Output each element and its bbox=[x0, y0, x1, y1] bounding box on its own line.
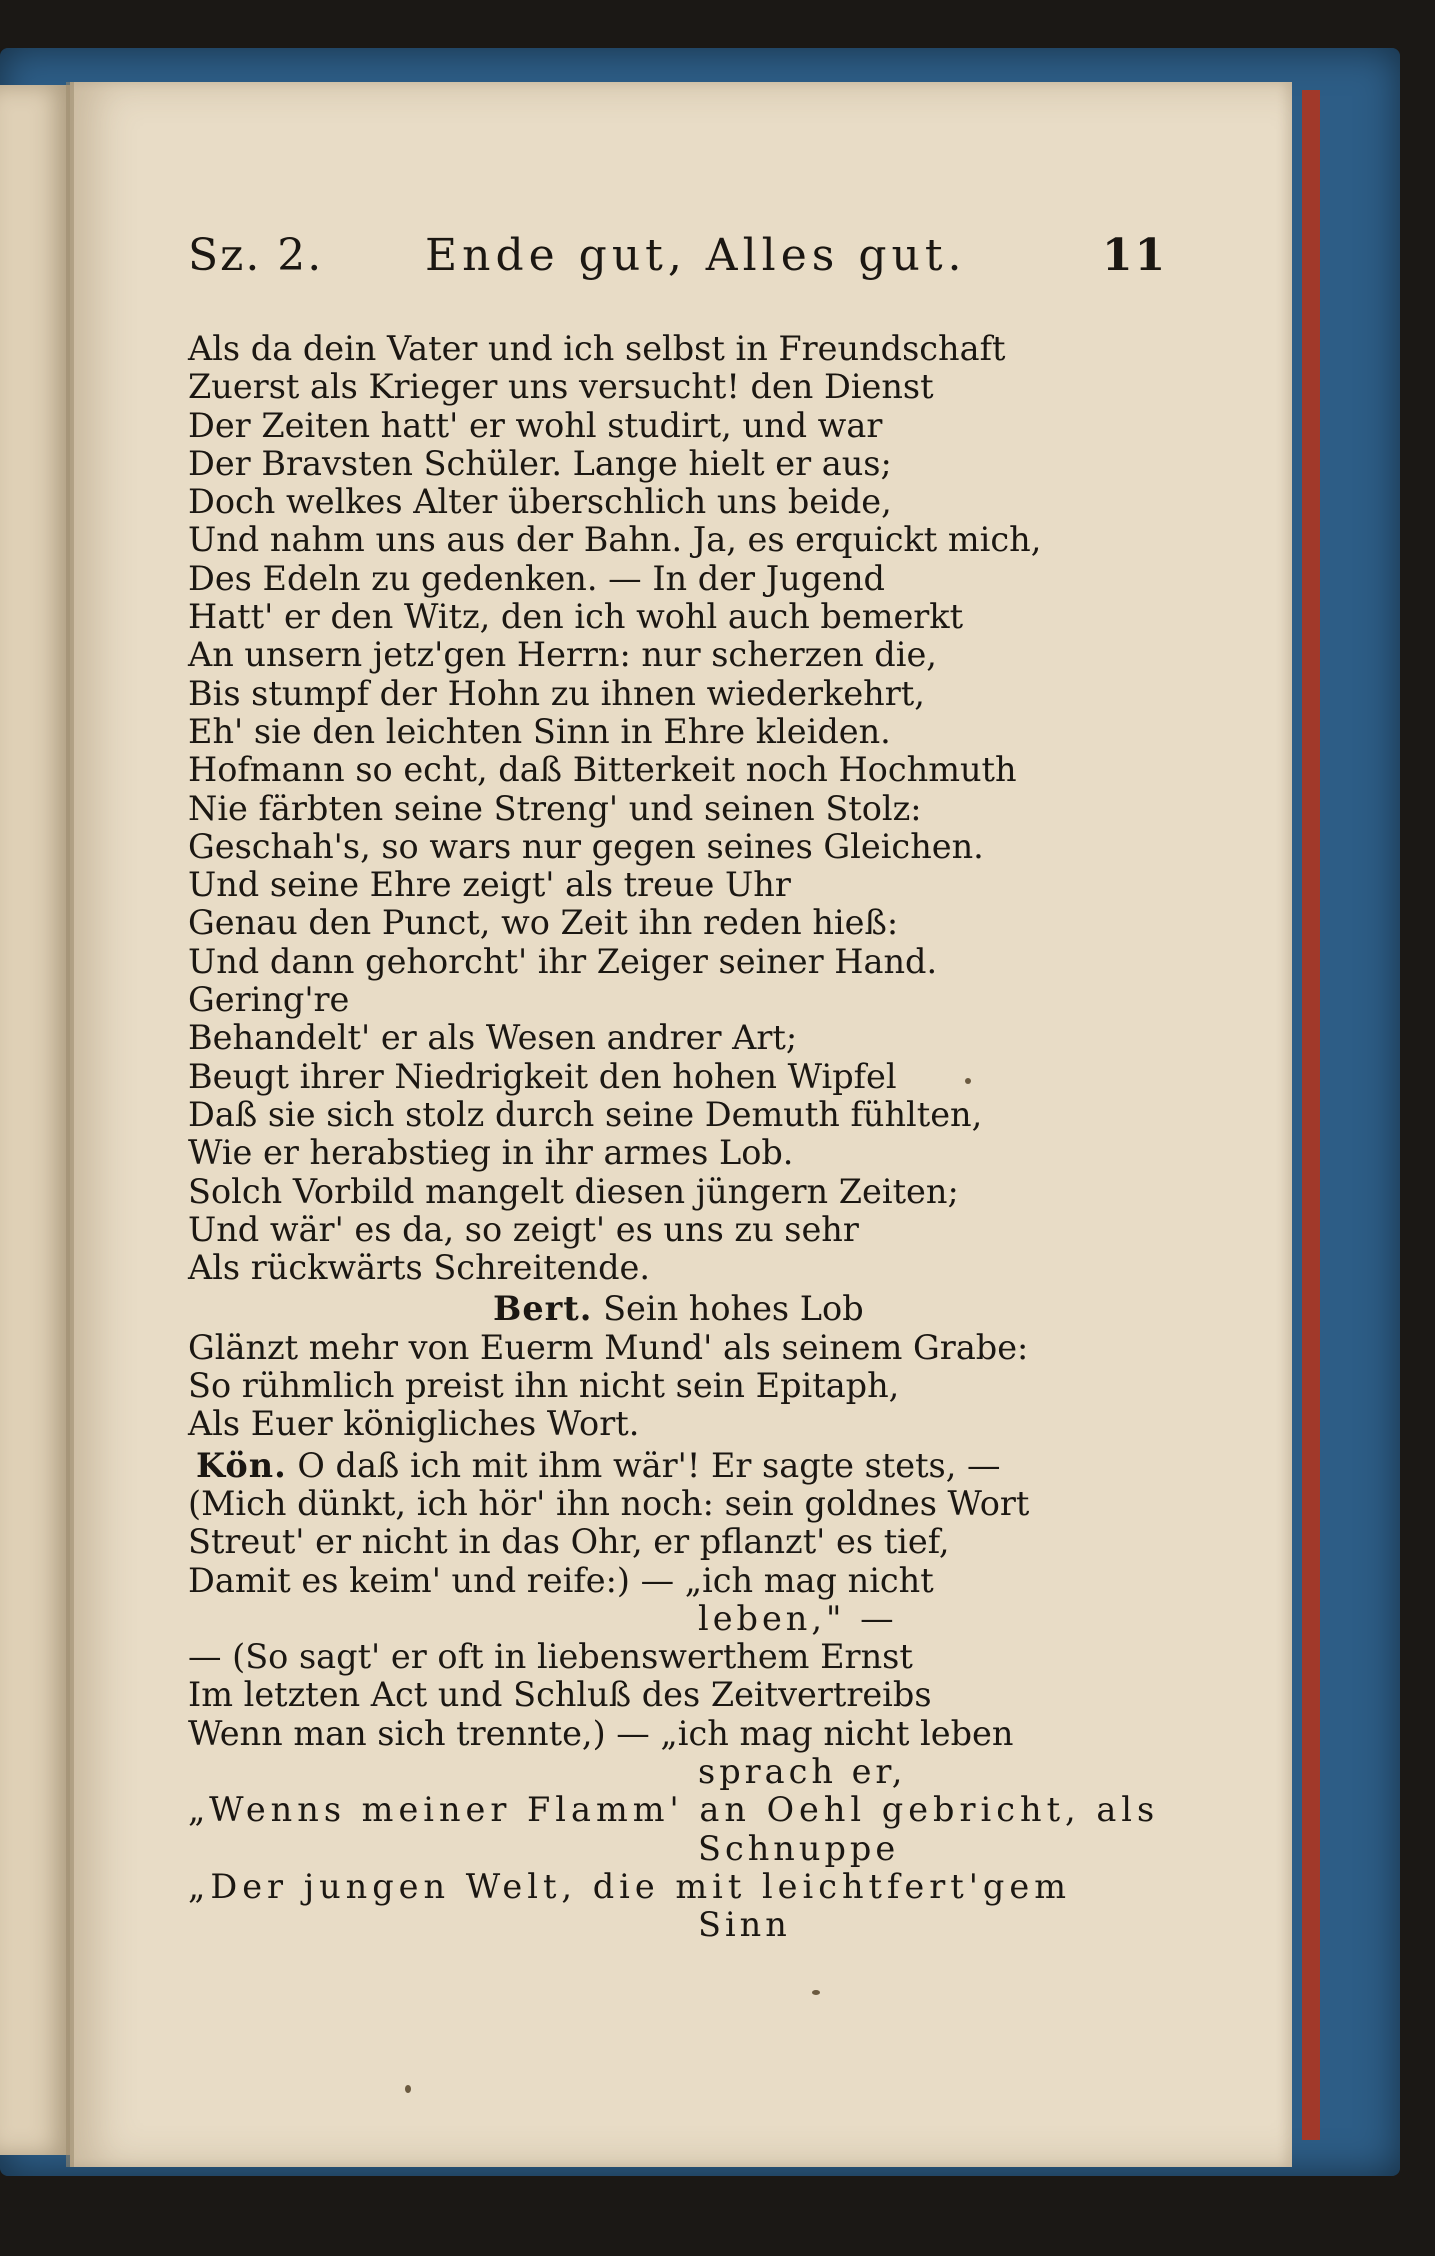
verse-line: Der Bravsten Schüler. Lange hielt er aus; bbox=[188, 443, 892, 483]
verse-line: Eh' sie den leichten Sinn in Ehre kleiden. bbox=[188, 711, 891, 751]
left-page-edge bbox=[0, 85, 70, 2155]
verse-line: Damit es keim' und reife:) — „ich mag nicht bbox=[188, 1560, 934, 1600]
verse-line: „Wenns meiner Flamm' an Oehl gebricht, als bbox=[188, 1790, 1160, 1830]
page-gutter bbox=[66, 82, 74, 2167]
verse-line: Wenn man sich trennte,) — „ich mag nicht leben bbox=[188, 1713, 1014, 1753]
verse-line: Genau den Punct, wo Zeit ihn reden hieß: bbox=[188, 903, 899, 943]
verse-line: Behandelt' er als Wesen andrer Art; bbox=[188, 1018, 798, 1058]
verse-continuation: Schnuppe bbox=[698, 1828, 900, 1868]
verse-line: An unsern jetz'gen Herrn: nur scherzen die, bbox=[188, 635, 937, 675]
verse-line: (Mich dünkt, ich hör' ihn noch: sein goldnes Wort bbox=[188, 1483, 1030, 1523]
running-title: Ende gut, Alles gut. bbox=[425, 230, 967, 281]
verse-line: Hatt' er den Witz, den ich wohl auch bemerkt bbox=[188, 597, 964, 637]
speaker-label: Kön. bbox=[196, 1445, 287, 1485]
paper-spot bbox=[405, 2085, 411, 2093]
verse-line: Daß sie sich stolz durch seine Demuth fühlten, bbox=[188, 1094, 983, 1134]
verse-line: Des Edeln zu gedenken. — In der Jugend bbox=[188, 558, 886, 598]
verse-line: So rühmlich preist ihn nicht sein Epitaph, bbox=[188, 1366, 900, 1406]
speaker-label: Bert. bbox=[493, 1289, 593, 1329]
verse-line: Zuerst als Krieger uns versucht! den Dienst bbox=[188, 367, 934, 407]
verse-line: Als rückwärts Schreitende. bbox=[188, 1248, 650, 1288]
verse-line: Und nahm uns aus der Bahn. Ja, es erquickt mich, bbox=[188, 520, 1042, 560]
page-number: 11 bbox=[1102, 230, 1168, 281]
verse-line: Glänzt mehr von Euerm Mund' als seinem Grabe: bbox=[188, 1327, 1029, 1367]
verse-line: Wie er herabstieg in ihr armes Lob. bbox=[188, 1133, 794, 1173]
running-header bbox=[0, 230, 1435, 290]
scene-label: Sz. 2. bbox=[188, 230, 324, 281]
verse-line: Streut' er nicht in das Ohr, er pflanzt' es tief, bbox=[188, 1522, 950, 1562]
verse-line: Und dann gehorcht' ihr Zeiger seiner Hand. bbox=[188, 941, 938, 981]
verse-continuation: Sinn bbox=[698, 1905, 791, 1945]
verse-line: Nie färbten seine Streng' und seinen Stolz: bbox=[188, 788, 922, 828]
paper-spot bbox=[812, 1990, 820, 1995]
verse-line: Gering're bbox=[188, 980, 350, 1020]
verse-line: Solch Vorbild mangelt diesen jüngern Zeiten; bbox=[188, 1171, 959, 1211]
verse-line: Der Zeiten hatt' er wohl studirt, und war bbox=[188, 405, 883, 445]
verse-line: Im letzten Act und Schluß des Zeitvertreibs bbox=[188, 1675, 932, 1715]
verse-line: Als Euer königliches Wort. bbox=[188, 1404, 640, 1444]
verse-continuation: leben," — bbox=[698, 1598, 898, 1638]
verse-line: — (So sagt' er oft in liebenswerthem Ernst bbox=[188, 1637, 913, 1677]
verse-line: Und seine Ehre zeigt' als treue Uhr bbox=[188, 865, 791, 905]
verse-line: „Der jungen Welt, die mit leichtfert'gem bbox=[188, 1866, 1071, 1906]
verse-line: Sein hohes Lob bbox=[603, 1289, 864, 1329]
page-body bbox=[188, 329, 1160, 1945]
paper-spot bbox=[965, 1078, 971, 1084]
page-edge bbox=[1302, 90, 1320, 2140]
verse-line: Beugt ihrer Niedrigkeit den hohen Wipfel bbox=[188, 1056, 897, 1096]
speech-start bbox=[188, 1290, 1118, 1328]
verse-line: Und wär' es da, so zeigt' es uns zu sehr bbox=[188, 1209, 859, 1249]
verse-line: O daß ich mit ihm wär'! Er sagte stets, — bbox=[297, 1445, 1001, 1485]
verse-continuation: sprach er, bbox=[698, 1751, 907, 1791]
verse-line: Doch welkes Alter überschlich uns beide, bbox=[188, 482, 892, 522]
verse-line: Als da dein Vater und ich selbst in Freundschaft bbox=[188, 329, 1006, 368]
verse-line: Hofmann so echt, daß Bitterkeit noch Hochmuth bbox=[188, 750, 1017, 790]
verse-line: Bis stumpf der Hohn zu ihnen wiederkehrt, bbox=[188, 673, 925, 713]
speech-start bbox=[188, 1447, 1118, 1485]
verse-line: Geschah's, so wars nur gegen seines Gleichen. bbox=[188, 826, 984, 866]
